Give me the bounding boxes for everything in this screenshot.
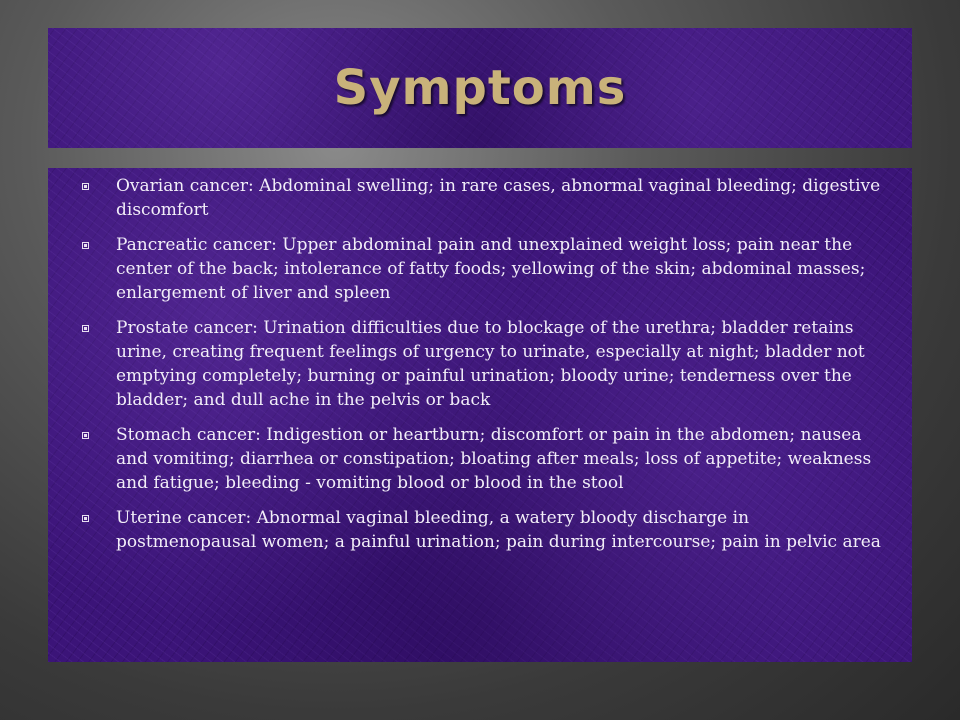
bullet-item-stomach — [82, 423, 882, 495]
bullet-list — [82, 174, 882, 565]
content-panel — [48, 168, 912, 662]
square-bullet-icon — [82, 183, 89, 190]
bullet-text: Uterine cancer: Abnormal vaginal bleeding, a watery bloody discharge in postmenopausal women; a painful urination; pain during intercourse; pain in pelvic area — [116, 508, 881, 552]
bullet-text: Pancreatic cancer: Upper abdominal pain and unexplained weight loss; pain near the center of the back; intolerance of fatty foods; yellowing of the skin; abdominal masses; enlargement of liver and spleen — [116, 235, 866, 303]
square-bullet-icon — [82, 325, 89, 332]
square-bullet-icon — [82, 242, 89, 249]
bullet-text: Stomach cancer: Indigestion or heartburn; discomfort or pain in the abdomen; nausea and vomiting; diarrhea or constipation; bloating after meals; loss of appetite; weakness and fatigue; bleeding - vomiting blood or blood in the stool — [116, 425, 872, 493]
bullet-text: Prostate cancer: Urination difficulties due to blockage of the urethra; bladder retains urine, creating frequent feelings of urgency to urinate, especially at night; bladder not emptying completely; burning or painful urination; bloody urine; tenderness over the bladder; and dull ache in the pelvis or back — [116, 318, 865, 410]
square-bullet-icon — [82, 515, 89, 522]
title-panel — [48, 28, 912, 148]
slide-title: Symptoms — [333, 60, 627, 116]
square-bullet-icon — [82, 432, 89, 439]
bullet-item-prostate — [82, 316, 882, 412]
bullet-item-uterine — [82, 506, 882, 554]
bullet-text: Ovarian cancer: Abdominal swelling; in rare cases, abnormal vaginal bleeding; digestive discomfort — [116, 176, 881, 220]
bullet-item-ovarian — [82, 174, 882, 222]
bullet-item-pancreatic — [82, 233, 882, 305]
